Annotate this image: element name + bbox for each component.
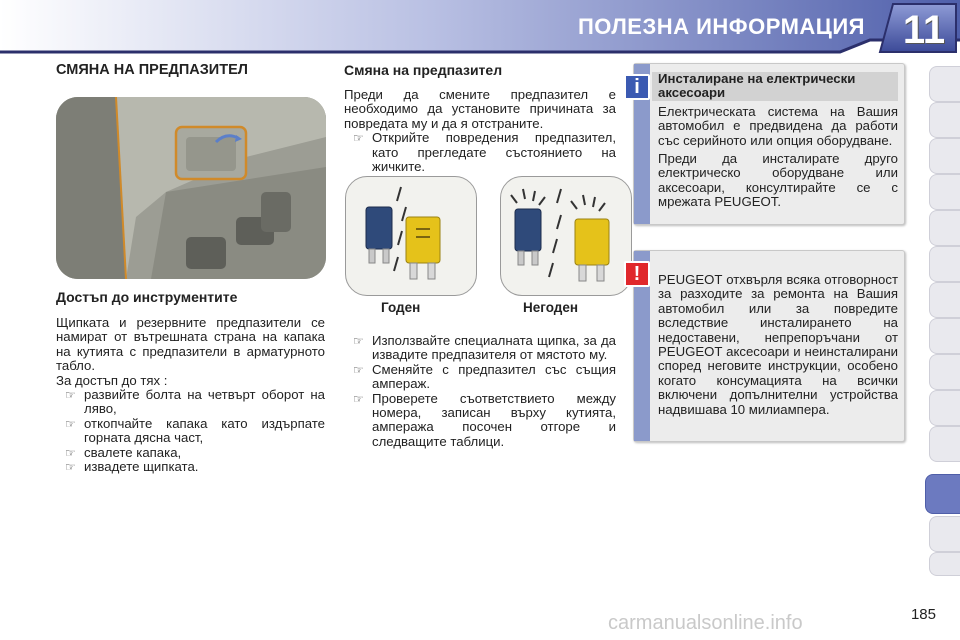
replace-intro: Преди да смените предпазител е необходимо да установите причината за повредата му и да я отстраните. [344, 87, 616, 131]
good-fuse-icon [346, 177, 476, 295]
chapter-tab[interactable] [929, 102, 960, 138]
replace-step: ☞ Сменяйте с предпазител със същия ампераж. [353, 361, 616, 392]
chapter-tab[interactable] [929, 246, 960, 282]
chapter-tab[interactable] [929, 426, 960, 462]
access-steps [56, 388, 325, 474]
section-title: СМЯНА НА ПРЕДПАЗИТЕЛ [56, 62, 248, 78]
watermark: carmanualsonline.info [608, 612, 803, 634]
replace-body-bottom [344, 334, 616, 449]
chapter-tab[interactable] [929, 174, 960, 210]
replace-heading: Смяна на предпазител [344, 62, 503, 78]
warning-content [658, 273, 898, 417]
chapter-tab[interactable] [929, 66, 960, 102]
chapter-tab-active[interactable] [925, 474, 960, 514]
chapter-tab[interactable] [929, 552, 960, 576]
caption-good: Годен [381, 300, 421, 315]
page-number: 185 [910, 606, 936, 623]
chapter-tab[interactable] [929, 282, 960, 318]
pointing-hand-icon: ☞ [65, 445, 76, 460]
pointing-hand-icon: ☞ [65, 460, 76, 475]
warning-box [633, 250, 905, 442]
access-step: ☞ развийте болта на четвърт оборот на ляво, [65, 387, 325, 417]
header-title: ПОЛЕЗНА ИНФОРМАЦИЯ [577, 14, 865, 39]
replace-step: ☞ Открийте повредения предпазител, като прегледате състоянието на жичките. [353, 130, 616, 175]
replace-body-top [344, 88, 616, 174]
info-icon: i [624, 74, 650, 100]
access-text: Щипката и резервните предпазители се намират от вътрешната страна на капака на кутията с предпазители в арматурното табло. [56, 315, 325, 374]
info-box [633, 63, 905, 225]
info-title: Инсталиране на електрически аксесоари [652, 72, 898, 101]
info-paragraph-2: Преди да инсталирате друго електрическо оборудване или аксесоари, консултирайте се с мрежата PEUGEOT. [658, 151, 898, 210]
replace-steps-bottom [344, 334, 616, 449]
chapter-tab[interactable] [929, 354, 960, 390]
page-header [0, 0, 960, 52]
chapter-tab[interactable] [929, 138, 960, 174]
good-fuse-image [345, 176, 477, 296]
blown-fuse-icon [501, 177, 631, 295]
info-content [658, 72, 898, 210]
access-body [56, 316, 325, 474]
pointing-hand-icon: ☞ [65, 416, 76, 431]
fusebox-location-illustration [56, 97, 326, 279]
warning-text: PEUGEOT отхвърля всяка отговорност за разходите за ремонта на Вашия автомобил или за повредите вследствие инсталирането на недоставени, непрепоръчани от PEUGEOT аксесоари и неинсталирани според неговите инструкции, особено когато консумацията на всички включени допълнителни устройства надвишава 10 милиампера. [658, 272, 898, 417]
replace-step: ☞ Използвайте специалната щипка, за да извадите предпазителя от мястото му. [353, 333, 616, 363]
chapter-tab[interactable] [929, 210, 960, 246]
warning-icon: ! [624, 261, 650, 287]
replace-steps-top [344, 131, 616, 174]
caption-bad: Негоден [523, 300, 579, 315]
access-step: ☞ откопчайте капака като издърпате горната дясна част, [65, 415, 325, 446]
replace-step: ☞ Проверете съответствието между номера, записан върху кутията, ампеража посочен отгоре и следващите таблици. [353, 390, 616, 449]
dashboard-photo [56, 97, 326, 279]
access-step: ☞ извадете щипката. [65, 459, 199, 475]
pointing-hand-icon: ☞ [353, 131, 364, 146]
access-step: ☞ свалете капака, [65, 444, 182, 460]
chapter-tab[interactable] [929, 390, 960, 426]
pointing-hand-icon: ☞ [65, 388, 76, 403]
access-heading: Достъп до инструментите [56, 289, 238, 305]
info-paragraph-1: Електрическата система на Вашия автомобил е предвидена да работи със серийното или опция оборудване. [658, 103, 898, 148]
pointing-hand-icon: ☞ [353, 362, 364, 377]
chapter-number: 11 [902, 8, 946, 52]
pointing-hand-icon: ☞ [353, 391, 364, 406]
chapter-tab[interactable] [929, 516, 960, 552]
access-intro: За достъп до тях : [56, 372, 168, 388]
pointing-hand-icon: ☞ [353, 334, 364, 348]
chapter-tab[interactable] [929, 318, 960, 354]
blown-fuse-image [500, 176, 632, 296]
